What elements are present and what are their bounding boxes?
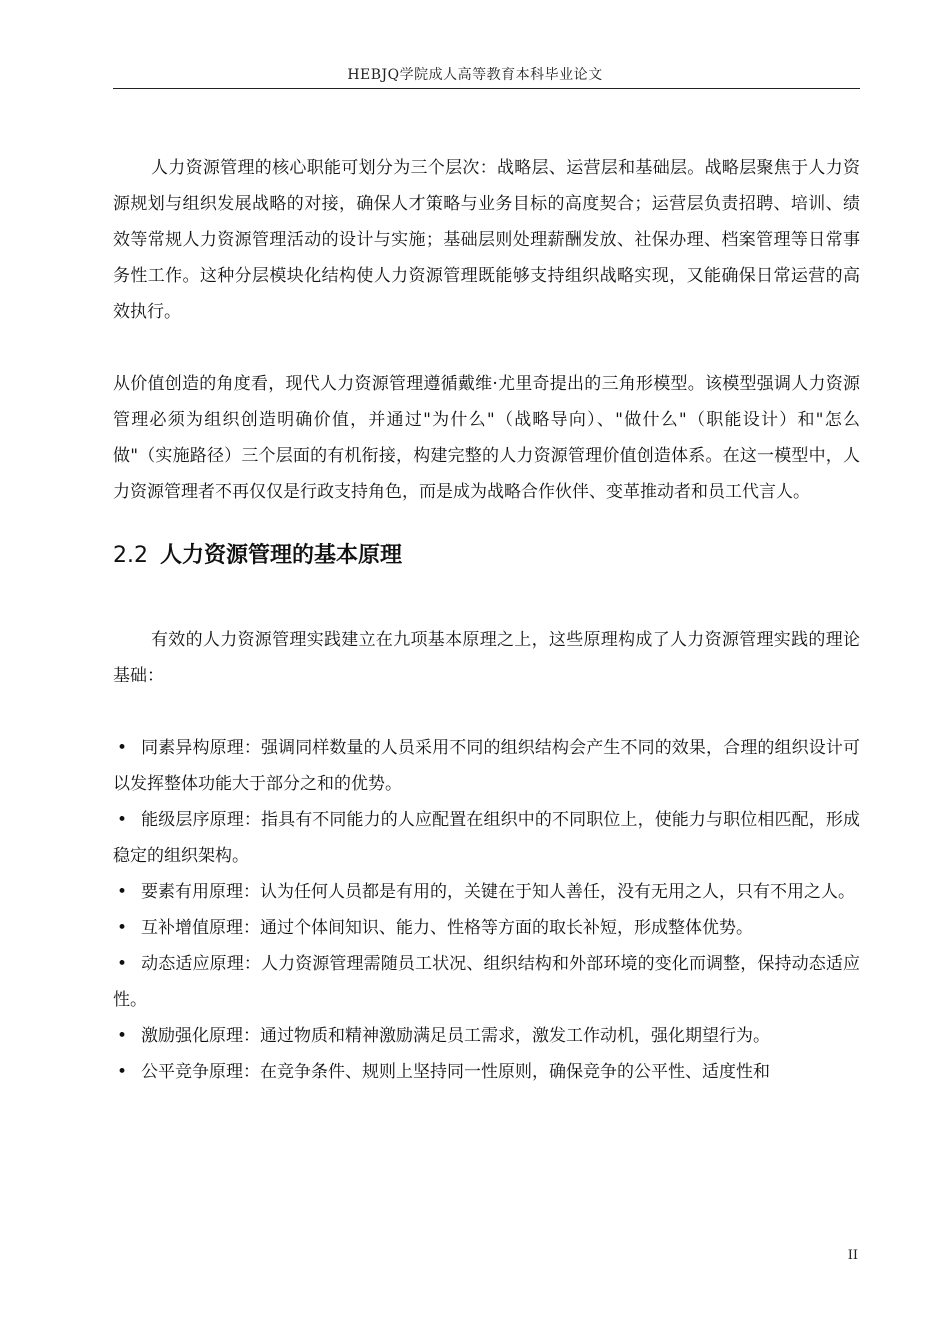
list-item	[113, 946, 860, 1018]
list-item-text: 同素异构原理：强调同样数量的人员采用不同的组织结构会产生不同的效果，合理的组织设计可以发挥整体功能大于部分之和的优势。	[113, 738, 860, 794]
paragraph-intro: 有效的人力资源管理实践建立在九项基本原理之上，这些原理构成了人力资源管理实践的理论基础：	[113, 630, 860, 686]
section-number: 2.2	[113, 543, 148, 568]
list-item-text: 公平竞争原理：在竞争条件、规则上坚持同一性原则，确保竞争的公平性、适度性和	[141, 1062, 770, 1082]
list-item-text: 动态适应原理：人力资源管理需随员工状况、组织结构和外部环境的变化而调整，保持动态适应性。	[113, 954, 860, 1010]
bullet-icon: •	[117, 1062, 128, 1082]
list-item	[113, 802, 860, 874]
bullet-icon: •	[117, 738, 128, 758]
list-item	[113, 910, 860, 946]
paragraph-core-functions: 人力资源管理的核心职能可划分为三个层次：战略层、运营层和基础层。战略层聚焦于人力资源规划与组织发展战略的对接，确保人才策略与业务目标的高度契合；运营层负责招聘、培训、绩效等常规人力资源管理活动的设计与实施；基础层则处理薪酬发放、社保办理、档案管理等日常事务性工作。这种分层模块化结构使人力资源管理既能够支持组织战略实现，又能确保日常运营的高效执行。	[113, 158, 860, 322]
list-item	[113, 874, 860, 910]
list-item-text: 要素有用原理：认为任何人员都是有用的，关键在于知人善任，没有无用之人，只有不用之人。	[141, 882, 855, 902]
list-item-text: 互补增值原理：通过个体间知识、能力、性格等方面的取长补短，形成整体优势。	[141, 918, 753, 938]
section-title: 人力资源管理的基本原理	[160, 543, 403, 568]
bullet-icon: •	[117, 1026, 128, 1046]
principles-list	[113, 730, 860, 1090]
page-number: II	[847, 1248, 858, 1263]
section-heading	[113, 538, 860, 574]
list-item-text: 能级层序原理：指具有不同能力的人应配置在组织中的不同职位上，使能力与职位相匹配，形成稳定的组织架构。	[113, 810, 860, 866]
bullet-icon: •	[117, 918, 128, 938]
bullet-icon: •	[117, 882, 128, 902]
header-divider	[113, 88, 860, 89]
page-body	[113, 150, 860, 1090]
list-item	[113, 1054, 860, 1090]
list-item	[113, 1018, 860, 1054]
paragraph-value-creation: 从价值创造的角度看，现代人力资源管理遵循戴维·尤里奇提出的三角形模型。该模型强调人力资源管理必须为组织创造明确价值，并通过"为什么"（战略导向）、"做什么"（职能设计）和"怎么做"（实施路径）三个层面的有机衔接，构建完整的人力资源管理价值创造体系。在这一模型中，人力资源管理者不再仅仅是行政支持角色，而是成为战略合作伙伴、变革推动者和员工代言人。	[113, 374, 860, 502]
bullet-icon: •	[117, 954, 128, 974]
bullet-icon: •	[117, 810, 128, 830]
list-item	[113, 730, 860, 802]
running-header: HEBJQ学院成人高等教育本科毕业论文	[347, 67, 603, 83]
list-item-text: 激励强化原理：通过物质和精神激励满足员工需求，激发工作动机，强化期望行为。	[141, 1026, 770, 1046]
